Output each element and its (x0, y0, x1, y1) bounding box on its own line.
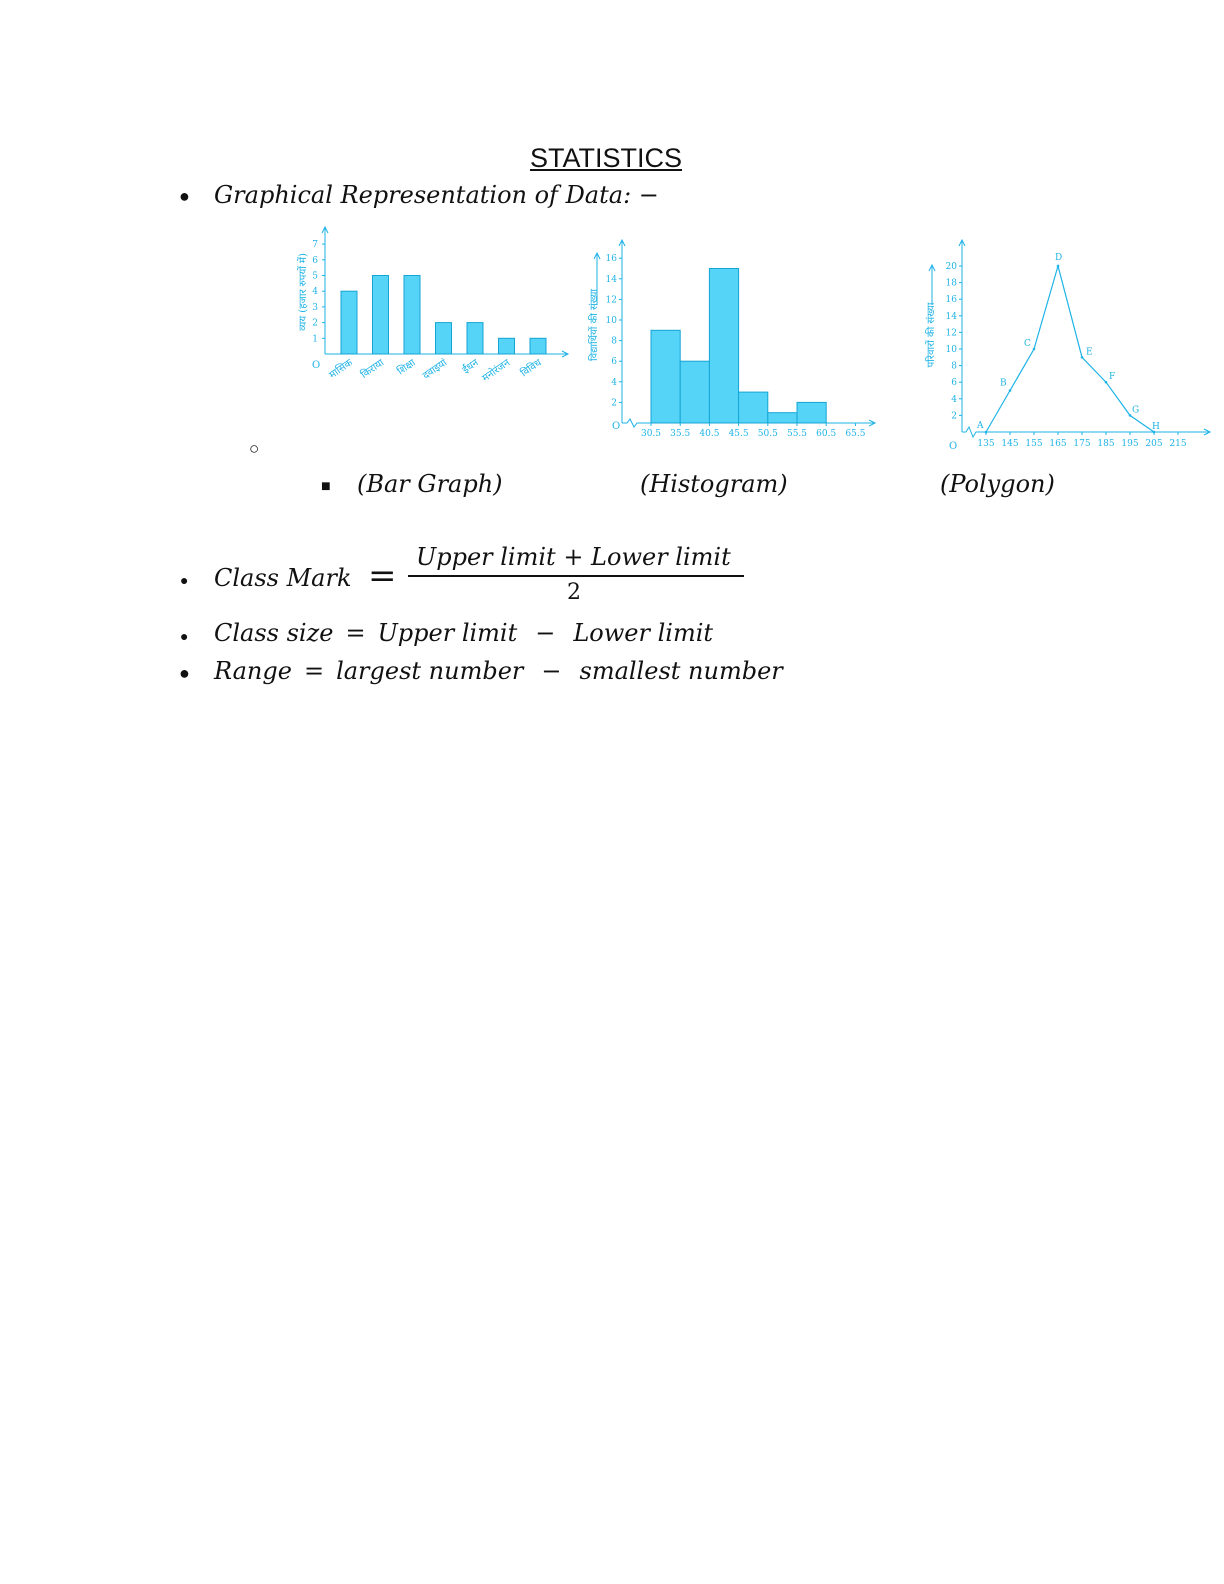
poly-xtick-label: 205 (1145, 439, 1163, 449)
poly-ytick-label: 6 (951, 378, 957, 389)
bar (499, 338, 515, 354)
hist-xtick-label: 50.5 (757, 429, 778, 439)
polygon-point (1081, 356, 1084, 359)
bar (373, 276, 389, 355)
bar-category-label: ईंधन (460, 357, 481, 376)
bullet-icon: ● (179, 663, 190, 683)
polygon-point-label: A (977, 421, 984, 431)
polygon-point (1105, 381, 1108, 384)
hist-origin: O (612, 421, 621, 432)
bar-ylabel: व्यय (हजार रुपयों में) (298, 253, 309, 331)
poly-xtick-label: 145 (1001, 439, 1019, 449)
poly-xtick-label: 195 (1121, 439, 1139, 449)
histogram-bar (768, 413, 797, 423)
hist-xtick-label: 60.5 (816, 429, 837, 439)
range-formula (214, 657, 783, 685)
poly-xtick-label: 165 (1049, 439, 1067, 449)
histogram-chart (585, 235, 880, 445)
bullet-icon: ● (179, 186, 190, 206)
polygon-point-label: E (1086, 347, 1093, 358)
class-mark-equals: = (368, 556, 397, 596)
hist-xtick-label: 35.5 (670, 429, 691, 439)
poly-xtick-label: 155 (1025, 439, 1043, 449)
page-title: STATISTICS (529, 143, 682, 173)
bar-chart (290, 222, 580, 392)
histogram-bar (651, 330, 680, 423)
poly-ytick-label: 2 (951, 411, 957, 422)
class-mark-denominator: 2 (567, 580, 581, 605)
caption-histogram: (Histogram) (640, 470, 788, 498)
hist-xtick-label: 65.5 (845, 429, 866, 439)
class-size-minus: − (535, 619, 556, 647)
bar-ytick-label: 3 (312, 302, 318, 313)
hist-ytick-label: 12 (605, 295, 617, 306)
poly-ytick-label: 16 (945, 295, 957, 306)
bullet-icon: ● (180, 572, 189, 588)
poly-origin: O (949, 441, 958, 452)
class-size-lower: Lower limit (573, 619, 714, 647)
poly-xtick-label: 185 (1097, 439, 1115, 449)
polygon-point-label: D (1055, 253, 1063, 263)
class-size-equals: = (345, 619, 366, 647)
bar-origin: O (312, 360, 321, 371)
caption-polygon: (Polygon) (940, 470, 1055, 498)
histogram-bar (709, 269, 738, 424)
bar-ytick-label: 5 (312, 271, 318, 282)
bar-ytick-label: 2 (312, 318, 318, 329)
poly-x-axis (962, 427, 1210, 437)
bar (530, 338, 546, 354)
class-mark-label: Class Mark (214, 564, 352, 592)
poly-ytick-label: 12 (945, 328, 957, 339)
hist-xtick-label: 30.5 (640, 429, 662, 439)
range-equals: = (303, 657, 325, 685)
class-mark-numerator: Upper limit + Lower limit (416, 543, 731, 571)
polygon-point-label: H (1152, 422, 1160, 432)
polygon-point (1033, 348, 1036, 351)
hist-xtick-label: 40.5 (699, 429, 720, 439)
hist-ytick-label: 4 (611, 377, 617, 388)
range-largest: largest number (336, 657, 524, 685)
bar (436, 323, 452, 354)
histogram-bar (739, 392, 768, 423)
bar-ytick-label: 7 (312, 240, 318, 251)
polygon-point (1129, 414, 1132, 417)
polygon-point-label: C (1024, 339, 1031, 349)
poly-ylabel: परिवारों की संख्या (926, 302, 937, 368)
bar (404, 276, 420, 355)
fraction-bar (408, 575, 744, 577)
poly-xtick-label: 135 (977, 439, 995, 449)
class-size-formula (214, 619, 713, 647)
poly-ytick-label: 18 (945, 278, 957, 289)
polygon-point-label: G (1132, 405, 1140, 416)
range-smallest: smallest number (579, 657, 783, 685)
hist-xtick-label: 55.5 (786, 429, 808, 439)
range-minus: − (541, 657, 562, 685)
class-size-label: Class size (214, 619, 334, 647)
frequency-polygon-line (986, 266, 1154, 432)
histogram-bar (797, 402, 826, 423)
poly-ytick-label: 10 (945, 345, 957, 355)
bar-category-label: विविध (519, 357, 544, 380)
bar-category-label: शिक्षा (395, 357, 418, 378)
sub-bullet-icon: ○ (249, 439, 260, 458)
hist-ytick-label: 10 (605, 316, 617, 326)
poly-ytick-label: 14 (945, 311, 957, 322)
bullet-icon: ● (180, 628, 189, 644)
bar-category-label: मनोरंजन (480, 357, 513, 385)
hist-ytick-label: 6 (611, 357, 617, 368)
bar-category-label: मासिक (327, 357, 355, 382)
poly-xtick-label: 175 (1073, 439, 1091, 449)
poly-xtick-label: 215 (1169, 439, 1187, 449)
poly-ytick-label: 8 (951, 361, 957, 372)
hist-ytick-label: 8 (611, 336, 617, 347)
polygon-chart (920, 235, 1216, 455)
bar-ytick-label: 1 (312, 334, 318, 345)
hist-ytick-label: 14 (605, 274, 617, 285)
bar (467, 323, 483, 354)
bar-category-label: दवाइयां (420, 357, 450, 382)
polygon-point-label: F (1109, 372, 1116, 383)
polygon-point (1009, 389, 1012, 392)
hist-ytick-label: 16 (605, 254, 617, 265)
polygon-point (1057, 265, 1060, 268)
histogram-bar (680, 361, 709, 423)
poly-ytick-label: 20 (945, 262, 957, 272)
bar (341, 291, 357, 354)
hist-xtick-label: 45.5 (728, 429, 749, 439)
hist-ytick-label: 2 (611, 398, 617, 409)
bar-category-label: किराया (359, 357, 387, 381)
class-size-upper: Upper limit (377, 619, 518, 647)
range-label: Range (214, 657, 292, 685)
caption-bar-graph: (Bar Graph) (357, 470, 503, 498)
poly-ytick-label: 4 (951, 394, 957, 405)
heading-graphical-representation: Graphical Representation of Data: − (214, 181, 659, 209)
hist-ylabel: विद्यार्थियों की संख्या (589, 288, 600, 362)
bar-ytick-label: 4 (312, 287, 318, 298)
square-bullet-icon: ■ (321, 478, 331, 495)
bar-ytick-label: 6 (312, 255, 318, 266)
polygon-point-label: B (1000, 378, 1007, 389)
